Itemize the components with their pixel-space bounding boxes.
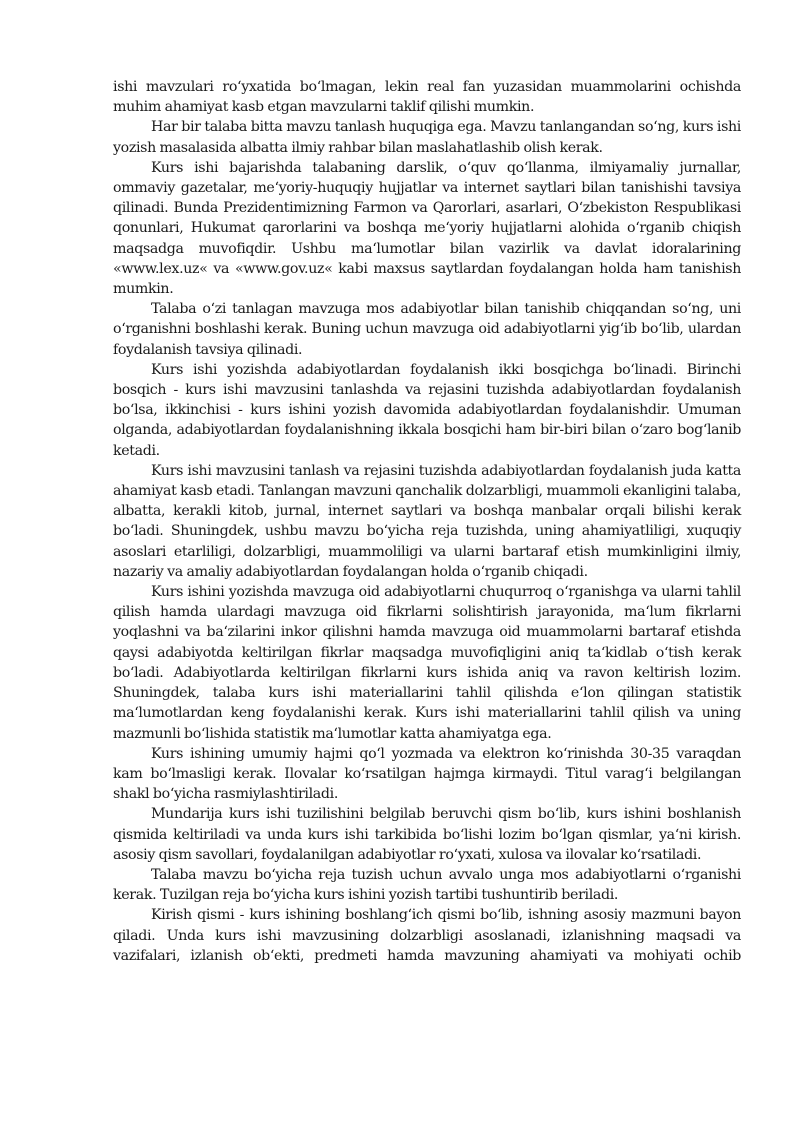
paragraph-sources: Kurs ishi bajarishda talabaning darslik, o‘quv qo‘llanma, ilmiyamaliy jurnallar, ommaviy gazetalar, me‘yoriy-huquqiy hujjatlar va internet saytlari bilan tanishishi tavsiya qilinadi. Bunda Prezidentimizning Farmon va Qarorlari, asarlari, O‘zbekiston Respublikasi qonunlari, Hukumat qarorlarini va boshqa me‘yoriy hujjatlarni alohida o‘rganib chiqish maqsadga muvofiqdir. Ushbu ma‘lumotlar bilan vazirlik va davlat idoralarining «www.lex.uz« va «www.gov.uz« kabi maxsus saytlardan foydalangan holda ham tanishish mumkin. <box>113 159 741 298</box>
paragraph-contents: Mundarija kurs ishi tuzilishini belgilab beruvchi qism bo‘lib, kurs ishini boshlanish qismida keltiriladi va unda kurs ishi tarkibida bo‘lishi lozim bo‘lgan qismlar, ya‘ni kirish. asosiy qism savollari, foydalanilgan adabiyotlar ro‘yxati, xulosa va ilovalar ko‘rsatiladi. <box>113 806 741 863</box>
paragraph-literature-study: Talaba o‘zi tanlagan mavzuga mos adabiyotlar bilan tanishib chiqqandan so‘ng, uni o‘rganishni boshlashi kerak. Buning uchun mavzuga oid adabiyotlarni yig‘ib bo‘lib, ulardan foydalanish tavsiya qilinadi. <box>113 301 741 358</box>
paragraph-continuation: ishi mavzulari ro‘yxatida bo‘lmagan, lekin real fan yuzasidan muammolarini ochishda muhim ahamiyat kasb etgan mavzularni taklif qilishi mumkin. <box>113 79 741 116</box>
paragraph-two-stages: Kurs ishi yozishda adabiyotlardan foydalanish ikki bosqichga bo‘linadi. Birinchi bosqich - kurs ishi mavzusini tanlashda va rejasini tuzishda adabiyotlardan foydalanish bo‘lsa, ikkinchisi - kurs ishini yozish davomida adabiyotlardan foydalanishdir. Umuman olganda, adabiyotlardan foydalanishning ikkala bosqichi ham bir-biri bilan o‘zaro bog‘lanib ketadi. <box>113 361 741 459</box>
paragraph-introduction: Kirish qismi - kurs ishining boshlang‘ich qismi bo‘lib, ishning asosiy mazmuni bayon qiladi. Unda kurs ishi mavzusining dolzarbligi asoslanadi, izlanishning maqsadi va vazifalari, izlanish ob‘ekti, predmeti hamda mavzuning ahamiyati va mohiyati ochib <box>113 907 741 964</box>
paragraph-planning: Kurs ishi mavzusini tanlash va rejasini tuzishda adabiyotlardan foydalanish juda katta ahamiyat kasb etadi. Tanlangan mavzuni qanchalik dolzarbligi, muammoli ekanligini talaba, albatta, kerakli kitob, jurnal, internet saytlari va boshqa manbalar orqali bilishi kerak bo‘ladi. Shuningdek, ushbu mavzu bo‘yicha reja tuzishda, uning ahamiyatliligi, xuquqiy asoslari etarliligi, dolzarbligi, muammoliligi va ularni bartaraf etish mumkinligini ilmiy, nazariy va amaliy adabiyotlardan foydalangan holda o‘rganib chiqadi. <box>113 462 741 580</box>
paragraph-topic-choice: Har bir talaba bitta mavzu tanlash huquqiga ega. Mavzu tanlangandan so‘ng, kurs ishi yozish masalasida albatta ilmiy rahbar bilan maslahatlashib olish kerak. <box>113 119 741 156</box>
paragraph-volume: Kurs ishining umumiy hajmi qo‘l yozmada va elektron ko‘rinishda 30-35 varaqdan kam bo‘lmasligi kerak. Ilovalar ko‘rsatilgan hajmga kirmaydi. Titul varag‘i belgilangan shakl bo‘yicha rasmiylashtiriladi. <box>113 745 741 803</box>
document-page <box>113 77 741 966</box>
paragraph-plan: Talaba mavzu bo‘yicha reja tuzish uchun avvalo unga mos adabiyotlarni o‘rganishi kerak. Tuzilgan reja bo‘yicha kurs ishini yozish tartibi tushuntirib beriladi. <box>113 866 741 904</box>
paragraph-analysis: Kurs ishini yozishda mavzuga oid adabiyotlarni chuqurroq o‘rganishga va ularni tahlil qilish hamda ulardagi mavzuga oid fikrlarni solishtirish jarayonida, ma‘lum fikrlarni yoqlashni va ba‘zilarini inkor qilishni hamda mavzuga oid muammolarni bartaraf etishda qaysi adabiyotda keltirilgan fikrlar maqsadga muvofiqligini aniq ta‘kidlab o‘tish kerak bo‘ladi. Adabiyotlarda keltirilgan fikrlarni kurs ishida aniq va ravon keltirish lozim. Shuningdek, talaba kurs ishi materiallarini tahlil qilishda e‘lon qilingan statistik ma‘lumotlardan keng foydalanishi kerak. Kurs ishi materiallarini tahlil qilish va uning mazmunli bo‘lishida statistik ma‘lumotlar katta ahamiyatga ega. <box>113 584 741 742</box>
